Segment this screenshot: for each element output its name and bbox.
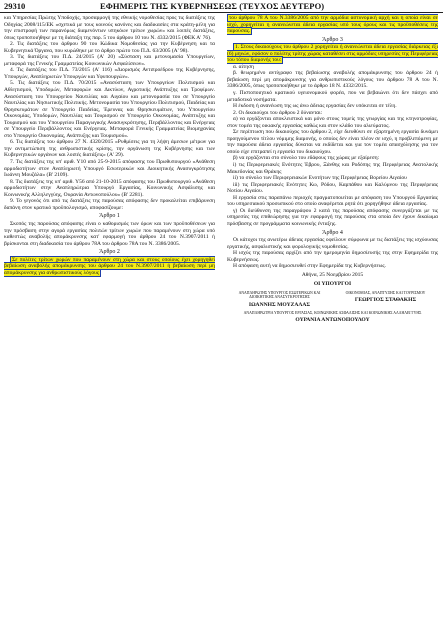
paragraph: ii) το σύνολο των Περιφερειακών Ενοτήτων της Περιφέρειας Βορείου Αιγαίου xyxy=(233,175,407,182)
paragraph: β) να εργάζονται στο σύνολο του εδάφους της χώρας με εξαίρεση: xyxy=(233,155,380,162)
signature-role: ΟΙΚΟΝΟΜΙΑΣ, ΑΝΑΠΤΥΞΗΣ ΚΑΙ ΤΟΥΡΙΣΜΟΥ xyxy=(345,290,426,295)
signature-role: ΑΝΑΠΛΗΡΩΤΗΣ ΥΠΟΥΡΓΟΣ ΕΣΩΤΕΡΙΚΩΝ ΚΑΙ ΔΙΟΙΚΗΤΙΚΗΣ ΑΝΑΣΥΓΚΡΟΤΗΣΗΣ xyxy=(238,290,321,300)
article-4-title: Άρθρο 4 xyxy=(322,229,343,236)
paragraph: iii) τις Περιφερειακές Ενότητες Κω, Ρόδου, Καρπάθου και Καλύμνου της Περιφέρειας Νοτίου Αιγαίου. xyxy=(227,181,438,195)
paragraph: 2. Οι δικαιούχοι του άρθρου 2 δύνανται: xyxy=(233,109,323,116)
paragraph: Η εργασία στις παραπάνω περιοχές πραγματοποιείται με απόφαση του Υπουργού Εργασίας του υπηρεσιακού προσωπικού στο οποίο αναφέρεται ρητά ότι χορηγήθηκε άδεια εργασίας. xyxy=(227,194,438,208)
signature-role: ΑΝΑΠΛΗΡΩΤΡΙΑ ΥΠΟΥΡΓΟΣ ΕΡΓΑΣΙΑΣ, ΚΟΙΝΩΝΙΚΗΣ ΑΣΦΑΛΙΣΗΣ ΚΑΙ ΚΟΙΝΩΝΙΚΗΣ ΑΛΛΗΛΕΓΓΥΗΣ xyxy=(243,311,422,316)
signature-name: ΟΥΡΑΝΙΑ ΑΝΤΩΝΟΠΟΥΛΟΥ xyxy=(295,316,370,323)
highlighted-passage: του άρθρου 78 Α του Ν.3386/2005 από την αρμόδια αστυνομική αρχή και η οποία είναι σε ισχύ, χορηγείται η ανανεώνεται άδεια εργασίας υπό τους όρους και τις προϋποθέσεις της παρούσας. xyxy=(227,15,438,35)
article-1-title: Άρθρο 1 xyxy=(99,213,120,220)
signatures xyxy=(227,281,438,323)
paragraph: Η ισχύς της παρούσας αρχίζει από την ημερομηνία δημοσίευσής της στην Εφημερίδα της Κυβερνήσεως. xyxy=(227,250,438,263)
paragraph: α) να εργάζονται αποκλειστικά και μόνο στους τομείς της γεωργίας και της κτηνοτροφίας, στον τομέα της οικιακής εργασίας καθώς και στον κλάδο του αλιεύματος. xyxy=(227,116,438,129)
paragraph: Σε περίπτωση που δικαιούχος του άρθρου 2, είχε διευθύνει σε εξαρτημένη εργασία δυνάμει προηγούμενου τίτλου νόμιμης διαμονής, ο οποίος δεν είναι πλέον σε ισχύ, η προβλεπόμενη με την παρούσα άδεια εργασίας δύναται να εκδίδεται και για τον τομέα απασχόλησης για τον οποίο είχε επιτραπεί η εργασία του δικαιούχου. xyxy=(227,129,438,155)
paragraph: Η έκδοση ή ανανέωση της ως άνω άδειας εργασίας δεν υπόκειται σε τέλη. xyxy=(233,103,397,110)
paragraph: 5. Τις διατάξεις του Π.Δ. 70/2015 «Ανασύσταση των Υπουργείων Πολιτισμού και Αθλητισμού, Υποδομών, Μεταφορών και Δικτύων, Αγροτικής Ανάπτυξης και Τροφίμων. Ανασύσταση του Υπουργείου Ναυτιλίας και Αιγαίου και μετονομασία του σε Υπουργείο Ναυτιλίας και Νησιωτικής Πολιτικής. Μετονομασία του Υπουργείου Πολιτισμού, Παιδείας και Θρησκευμάτων σε Υπουργείο Παιδείας, Έρευνας και Θρησκευμάτων, του Υπουργείου Οικονομίας, Υποδομών, Ναυτιλίας και Τουρισμού σε Υπουργείο Οικονομίας, Ανάπτυξης και Τουρισμού και του Υπουργείου Παραγωγικής Ανασυγκρότησης, Περιβάλλοντος και Ενέργειας σε Υπουργείο Περιβάλλοντος και Ενέργειας. Μεταφορά Γενικής Γραμματείας Βιομηχανίας στο Υπουργείο Οικονομίας, Ανάπτυξης και Τουρισμού». xyxy=(4,80,215,139)
paragraph: 7. Τις διατάξεις της υπ' αριθ. Υ10 από 25-9-2015 απόφασης του Πρωθυπουργού «Ανάθεση αρμοδιοτήτων στον Αναπληρωτή Υπουργό Εσωτερικών και Διοικητικής Ανασυγκρότησης Ιωάννη Μουζάλα» (Β' 2109). xyxy=(4,159,215,179)
highlighted-passage: Σε πολίτες τρίτων χωρών που παραμένουν στη χώρα και στους οποίους έχει χορηγηθεί βεβαίωση αναβολής απομάκρυνσης του άρθρου 24 του Ν.3907/2011 ή βεβαίωση περί μη απομάκρυνσης για ανθρωπιστικούς λόγους xyxy=(4,256,215,276)
ministers-heading: ΟΙ ΥΠΟΥΡΓΟΙ xyxy=(313,281,352,288)
paragraph: γ. Πιστοποιητικό κρατικού υγειονομικού φορέα, που να βεβαιώνει ότι δεν πάσχει από μεταδοτικά νοσήματα. xyxy=(227,90,438,103)
paragraph: i) τις Περιφερειακές Ενότητες Έβρου, Ξάνθης και Ροδόπης της Περιφέρειας Ανατολικής Μακεδονίας και Θράκης xyxy=(227,162,438,175)
paragraph: Οι κάτοχοι της ανωτέρω άδειας εργασίας οφείλουν σύμφωνα με τις διατάξεις της ισχύουσας εργατικής, ασφαλιστικής και φορολογικής νομοθεσίας. xyxy=(227,237,438,250)
paragraph: 6. Τις διατάξεις του άρθρου 27 Ν. 4320/2015 «Ρυθμίσεις για τη λήψη άμεσων μέτρων για την αντιμετώπιση της ανθρωπιστικής κρίσης, την οργάνωση της Κυβέρνησης και των Κυβερνητικών οργάνων και λοιπές διατάξεις» (Α' 29). xyxy=(4,139,215,159)
signature-3 xyxy=(227,311,438,323)
signature-1 xyxy=(227,291,332,308)
paragraph: Η απόφαση αυτή να δημοσιευθεί στην Εφημερίδα της Κυβερνήσεως. xyxy=(233,263,386,270)
page-header xyxy=(0,0,443,13)
article-2-title: Άρθρο 2 xyxy=(99,249,120,256)
signature-2 xyxy=(333,291,438,308)
paragraph: β. θεωρημένο αντίγραφο της βεβαίωσης αναβολής απομάκρυνσης του άρθρου 24 ή βεβαίωση περί μη απομάκρυνσης για ανθρωπιστικούς λόγους του άρθρου 78 Α του Ν. 3386/2005, όπως τροποποιήθηκε με το άρθρο 18 Ν. 4332/2015. xyxy=(227,70,438,90)
paragraph: 4. Τις διατάξεις του Π.Δ. 73/2015 (Α' 116) «Διορισμός Αντιπροέδρου της Κυβέρνησης, Υπουργών, Αναπληρωτών Υπουργών και Υφυπουργών». xyxy=(4,67,215,80)
gazette-title: ΕΦΗΜΕΡΙΣ ΤΗΣ ΚΥΒΕΡΝΗΣΕΩΣ (ΤΕΥΧΟΣ ΔΕΥΤΕΡΟ) xyxy=(100,1,325,11)
article-3-title: Άρθρο 3 xyxy=(322,36,343,43)
paragraph: 8. Τις διατάξεις της υπ' αριθ. Υ56 από 21-10-2015 απόφασης του Πρωθυπουργού «Ανάθεση αρμοδιοτήτων στην Αναπληρώτρια Υπουργό Εργασίας, Κοινωνικής Ασφάλισης και Κοινωνικής Αλληλεγγύης, Ουρανία Αντωνοπούλου» (Β' 2281). xyxy=(4,178,215,198)
paragraph: και Υπηρεσίας Πρώτης Υποδοχής, προσαρμογή της εθνικής νομοθεσίας προς τις διατάξεις της Οδηγίας 2008/115/ΕΚ «σχετικά με τους κοινούς κανόνες και διαδικασίες στα κράτη-μέλη για την επιστροφή των παρανόμως διαμενόντων υπηκόων τρίτων χωρών» και λοιπές διατάξεις, όπως τροποποιήθηκε με τη διάταξη της παρ. 5 του άρθρου 10 του Ν. 4332/2015 (ΦΕΚ Α' 76). xyxy=(4,15,215,41)
paragraph: Σκοπός της παρούσας απόφασης είναι ο καθορισμός των όρων και των προϋποθέσεων για την πρόσβαση στην αγορά εργασίας πολιτών τρίτων χωρών που παραμένουν στη χώρα υπό καθεστώς αναβολής απομάκρυνσης κατ' εφαρμογή του άρθρου 24 του Ν.3907/2011 ή βρίσκονται στη διαδικασία του άρθρου 78Α του άρθρου 78Α του Ν. 3386/2005. xyxy=(4,220,215,247)
page-number: 29310 xyxy=(4,1,26,11)
right-column xyxy=(227,15,438,323)
paragraph: 9. Το γεγονός ότι από τις διατάξεις της παρούσας απόφασης δεν προκαλείται επιβάρυνση δαπάνη στον κρατικό προϋπολογισμό, αποφασίζουμε: xyxy=(4,198,215,211)
paragraph: 2. Τις διατάξεις του άρθρου 90 του Κώδικα Νομοθεσίας για την Κυβέρνηση και τα Κυβερνητικά Όργανα, που κυρώθηκε με το άρθρο πρώτο του Π.Δ. 63/2005 (Α' 98). xyxy=(4,41,215,54)
signature-name: ΓΕΩΡΓΙΟΣ ΣΤΑΘΑΚΗΣ xyxy=(354,297,417,304)
paragraph: 3. Τις διατάξεις του Π.Δ. 24/2015 (Α' 20) «Σύσταση και μετονομασία Υπουργείων, μεταφορά της Γενικής Γραμματείας Κοινωνικών Ασφαλίσεων». xyxy=(4,54,215,67)
signature-name: ΙΩΑΝΝΗΣ ΜΟΥΖΑΛΑΣ xyxy=(248,301,311,308)
left-column xyxy=(4,15,215,276)
highlighted-passage: 1. Στους δικαιούχους του άρθρου 2 χορηγείται ή ανανεώνεται άδεια εργασίας διάρκειας έξι (6) μηνών, εφόσον ο πολίτης τρίτης χώρας καταθέσει στις αρμόδιες υπηρεσίες της Περιφέρειας του τόπου διαμονής του: xyxy=(227,44,438,64)
place-date: Αθήνα, 25 Νοεμβρίου 2015 xyxy=(301,271,364,278)
paragraph: α. αίτηση xyxy=(233,63,254,70)
paragraph: γ) Οι διεύθυνση της παραγράφου 2 κατά της παρούσας απόφασης συνεργάζεται με τις υπηρεσίες της επιθεώρησης για την εφαρμογή της παρούσας στα οποία δεν έχουν δικαίωμα πρόσβασης σε προγράμματα κοινωνικής ένταξης. xyxy=(227,207,438,227)
